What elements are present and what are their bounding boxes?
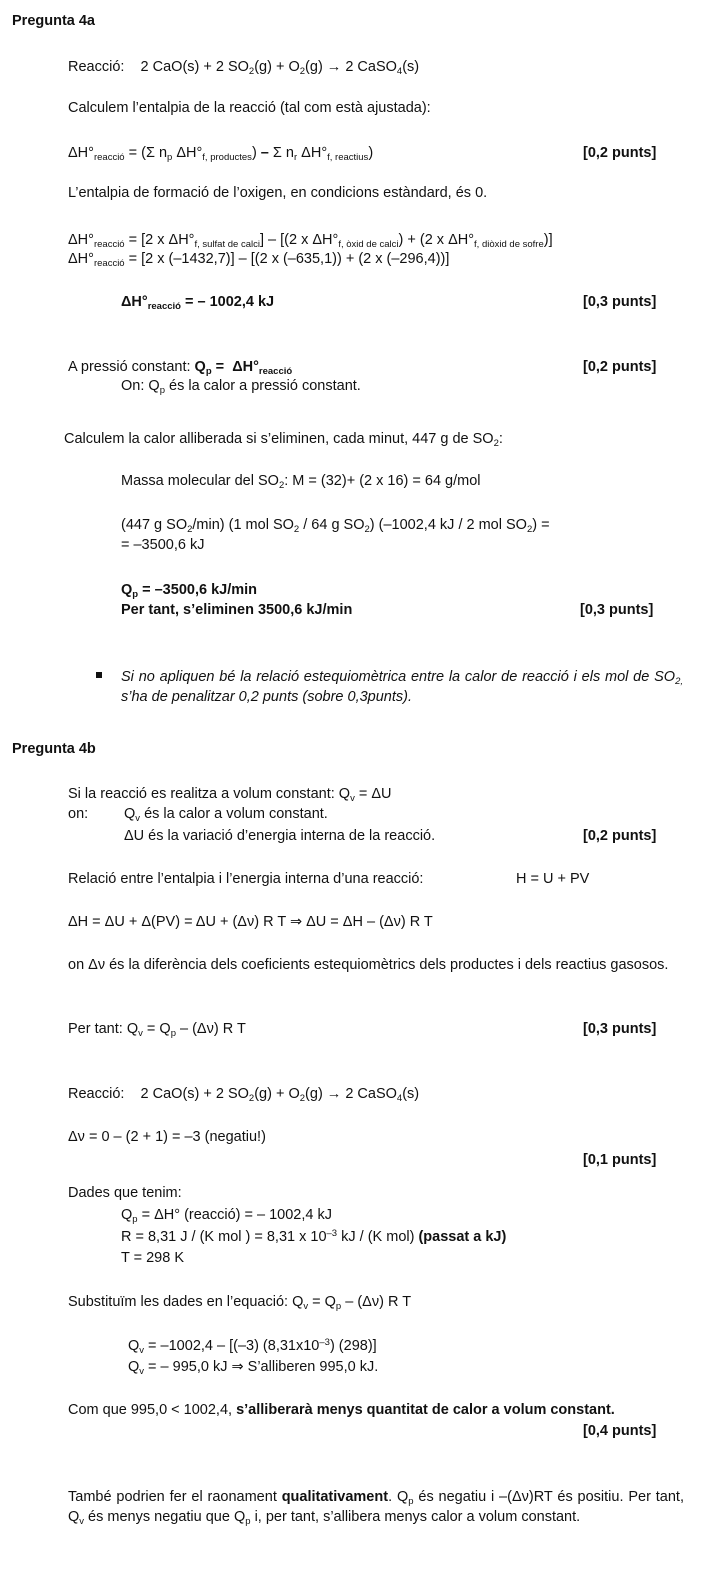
qv-calc-2: $Q_v$ = – 995,0 kJ ⇒ S’alliberen 995,0 kJ. (128, 1359, 379, 1377)
relation-enthalpy-energy: Relació entre l’entalpia i l’energia interna d’una reacció: (68, 871, 424, 887)
points-pressure: [0,2 punts] (583, 359, 657, 375)
reaction-line-4b: Reacció: 2 CaO(s) + 2 $SO_2(g) + O_2(g) \to 2$ CaSO$_4$(s) (68, 1086, 420, 1104)
qp-definition: On: $Q_p$ és la calor a pressió constant. (121, 378, 361, 396)
points-delta-nu: [0,1 punts] (583, 1152, 657, 1168)
h-equation: H = U + PV (516, 871, 590, 887)
heading-pregunta-4b: Pregunta 4b (12, 741, 96, 757)
pressure-constant-line: A pressió constant: $Q_p = \Delta H^\circ_{reacció}$ (68, 359, 293, 377)
qv-definition: $Q_v$ és la calor a volum constant. (124, 806, 328, 824)
intro-entalpia: Calculem l’entalpia de la reacció (tal com està ajustada): (68, 100, 431, 116)
delta-h-equation: ΔH = ΔU + Δ(PV) = ΔU + (Δν) R T ⇒ ΔU = ΔH – (Δν) R T (68, 914, 433, 930)
enthalpy-result: $\Delta H^\circ_{reacció}$ = – 1002,4 kJ (121, 294, 275, 312)
enthalpy-sum-formula: $\Delta H^\circ_{reacció} = (\Sigma$ $n_p$ $\Delta H^\circ_{f, productes}$) – Σ $n_r$ $\Delta H^\circ_{f, reactius}$) (68, 145, 374, 163)
qualitative-reasoning: També podrien fer el raonament qualitativament. $Q_p$ és negatiu i –(Δν)RT és positiu. Per tant, $Q_v$ és menys negatiu que $Q_p$ i, per tant, s’allibera menys calor a volum constant. (68, 1489, 684, 1527)
reaction-line-4a: Reacció: 2 CaO(s) + 2 $SO_2(g) + O_2(g) \to 2$ CaSO$_4$(s) (68, 59, 420, 77)
data-t: T = 298 K (121, 1250, 185, 1266)
volume-constant-line: Si la reacció es realitza a volum constant: $Q_v = \Delta U$ (68, 786, 392, 804)
oxygen-note: L’entalpia de formació de l’oxigen, en condicions estàndard, és 0. (68, 185, 488, 201)
bullet-icon (96, 672, 102, 678)
substitute-line: Substituïm les dades en l’equació: $Q_v = Q_p - (\Delta\nu)$ R T (68, 1294, 412, 1312)
delta-nu-calc: Δν = 0 – (2 + 1) = –3 (negatiu!) (68, 1129, 266, 1145)
enthalpy-formula-names: $\Delta H^\circ_{reacció} = [2$ x $\Delta H^\circ_{f, sulfat de calci}] - [(2$ x $\Delta H^\circ_{f, òxid de calci}) + (2$ x $\Delta H^\circ_{f, diòxid de sofre}$)] (68, 232, 553, 250)
points-per-tant: [0,3 punts] (580, 602, 654, 618)
heading-pregunta-4a: Pregunta 4a (12, 13, 95, 29)
molecular-mass-line: Massa molecular del $SO_2$: M = (32)+ (2 x 16) = 64 g/mol (121, 473, 481, 491)
on-label: on: (68, 806, 89, 822)
qv-calc-1: $Q_v = -1002,4 - [(-3)$ $(8,31x10^{-3})$ (298)] (128, 1337, 377, 1356)
data-heading: Dades que tenim: (68, 1185, 182, 1201)
data-r: R = 8,31 J / (K mol ) = 8,31 x $10^{-3}$ kJ / (K mol) (passat a kJ) (121, 1228, 507, 1245)
points-result: [0,3 punts] (583, 294, 657, 310)
comparison-line: Com que 995,0 < 1002,4, s’alliberarà menys quantitat de calor a volum constant. (68, 1402, 615, 1418)
points-per-tant-qv: [0,3 punts] (583, 1021, 657, 1037)
points-final: [0,4 punts] (583, 1423, 657, 1439)
per-tant-result: Per tant, s’eliminen 3500,6 kJ/min (121, 602, 353, 618)
per-tant-qv: Per tant: $Q_v = Q_p - (\Delta\nu)$ R T (68, 1021, 246, 1039)
conversion-line-2: = –3500,6 kJ (121, 537, 205, 553)
qp-per-minute: $Q_p = -3500,6$ kJ/min (121, 582, 257, 600)
points-sum: [0,2 punts] (583, 145, 657, 161)
heat-released-intro: Calculem la calor alliberada si s’eliminen, cada minut, 447 g de $SO_2$: (64, 431, 503, 449)
delta-nu-definition: on Δν és la diferència dels coeficients estequiomètrics dels productes i dels reactius gasosos. (68, 957, 669, 973)
reaccio-label: Reacció: (68, 59, 125, 75)
conversion-line-1: (447 g $SO_2/\min$) (1 mol $SO_2 / 64$ g $SO_2$) (–1002,4 kJ / 2 mol $SO_2$) = (121, 517, 550, 535)
enthalpy-formula-values: $\Delta H^\circ_{reacció} = [2$ x (–1432,7)] – [(2 x (–635,1)) + (2 x (–296,4))] (68, 251, 450, 269)
points-definitions: [0,2 punts] (583, 828, 657, 844)
data-qp: $Q_p = \Delta H^\circ$ (reacció) = – 1002,4 kJ (121, 1207, 332, 1225)
du-definition: ΔU és la variació d’energia interna de la reacció. (124, 828, 436, 844)
stoichiometry-penalty-note: Si no apliquen bé la relació estequiomètrica entre la calor de reacció i els mol de $SO_{2,}$ s’ha de penalitzar 0,2 punts (sobre 0,3punts). (121, 669, 683, 705)
